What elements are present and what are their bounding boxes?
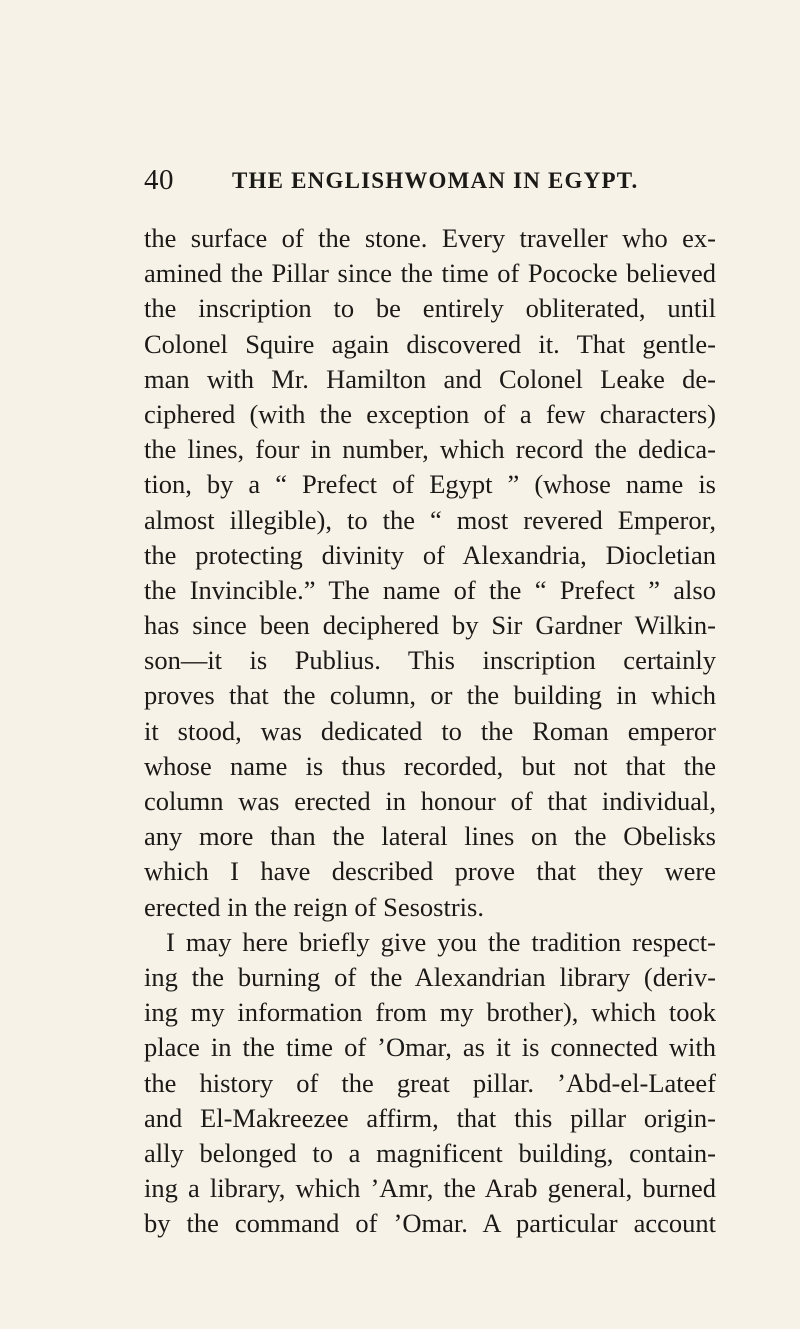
body-text [144, 221, 716, 1241]
text-line: proves that the column, or the building in which [144, 680, 716, 711]
text-line: place in the time of ’Omar, as it is connected with [144, 1032, 716, 1063]
text-line: the protecting divinity of Alexandria, Diocletian [144, 539, 716, 570]
text-line: the inscription to be entirely obliterated, until [144, 293, 716, 324]
running-title: THE ENGLISHWOMAN IN EGYPT. [232, 168, 639, 193]
page-number: 40 [144, 164, 174, 196]
text-line: column was erected in honour of that individual, [144, 786, 716, 816]
text-line: the surface of the stone. Every traveller who ex- [144, 223, 716, 253]
text-line: which I have described prove that they were [144, 856, 716, 887]
text-line: tion, by a “ Prefect of Egypt ” (whose name is [144, 469, 716, 500]
text-line: ing a library, which ’Amr, the Arab general, burned [144, 1173, 716, 1204]
text-line: ing my information from my brother), which took [144, 997, 716, 1028]
text-line: the lines, four in number, which record the dedica- [144, 434, 716, 465]
running-head [144, 164, 724, 204]
text-line: ciphered (with the exception of a few characters) [144, 398, 716, 429]
text-line: any more than the lateral lines on the Obelisks [144, 821, 716, 852]
text-line: whose name is thus recorded, but not that the [144, 750, 716, 781]
text-line: ally belonged to a magnificent building, contain- [144, 1137, 716, 1168]
text-line: by the command of ’Omar. A particular account [144, 1208, 716, 1239]
text-line: Colonel Squire again discovered it. That gentle- [144, 328, 716, 359]
paragraph-end-line: erected in the reign of Sesostris. [144, 891, 484, 922]
text-line: almost illegible), to the “ most revered Emperor, [144, 504, 716, 535]
text-line: son—it is Publius. This inscription certainly [144, 645, 716, 676]
text-line: has since been deciphered by Sir Gardner Wilkin- [144, 610, 716, 641]
text-line: the history of the great pillar. ’Abd-el-Lateef [144, 1067, 716, 1098]
text-line: the Invincible.” The name of the “ Prefect ” also [144, 574, 716, 605]
text-line: and El-Makreezee affirm, that this pillar origin- [144, 1102, 716, 1133]
text-line: it stood, was dedicated to the Roman emperor [144, 715, 716, 746]
text-line: man with Mr. Hamilton and Colonel Leake de- [144, 363, 716, 394]
paragraph-start-line: I may here briefly give you the tradition respect- [166, 926, 716, 957]
text-line: ing the burning of the Alexandrian library (deriv- [144, 961, 716, 992]
text-line: amined the Pillar since the time of Pococke believed [144, 258, 716, 289]
